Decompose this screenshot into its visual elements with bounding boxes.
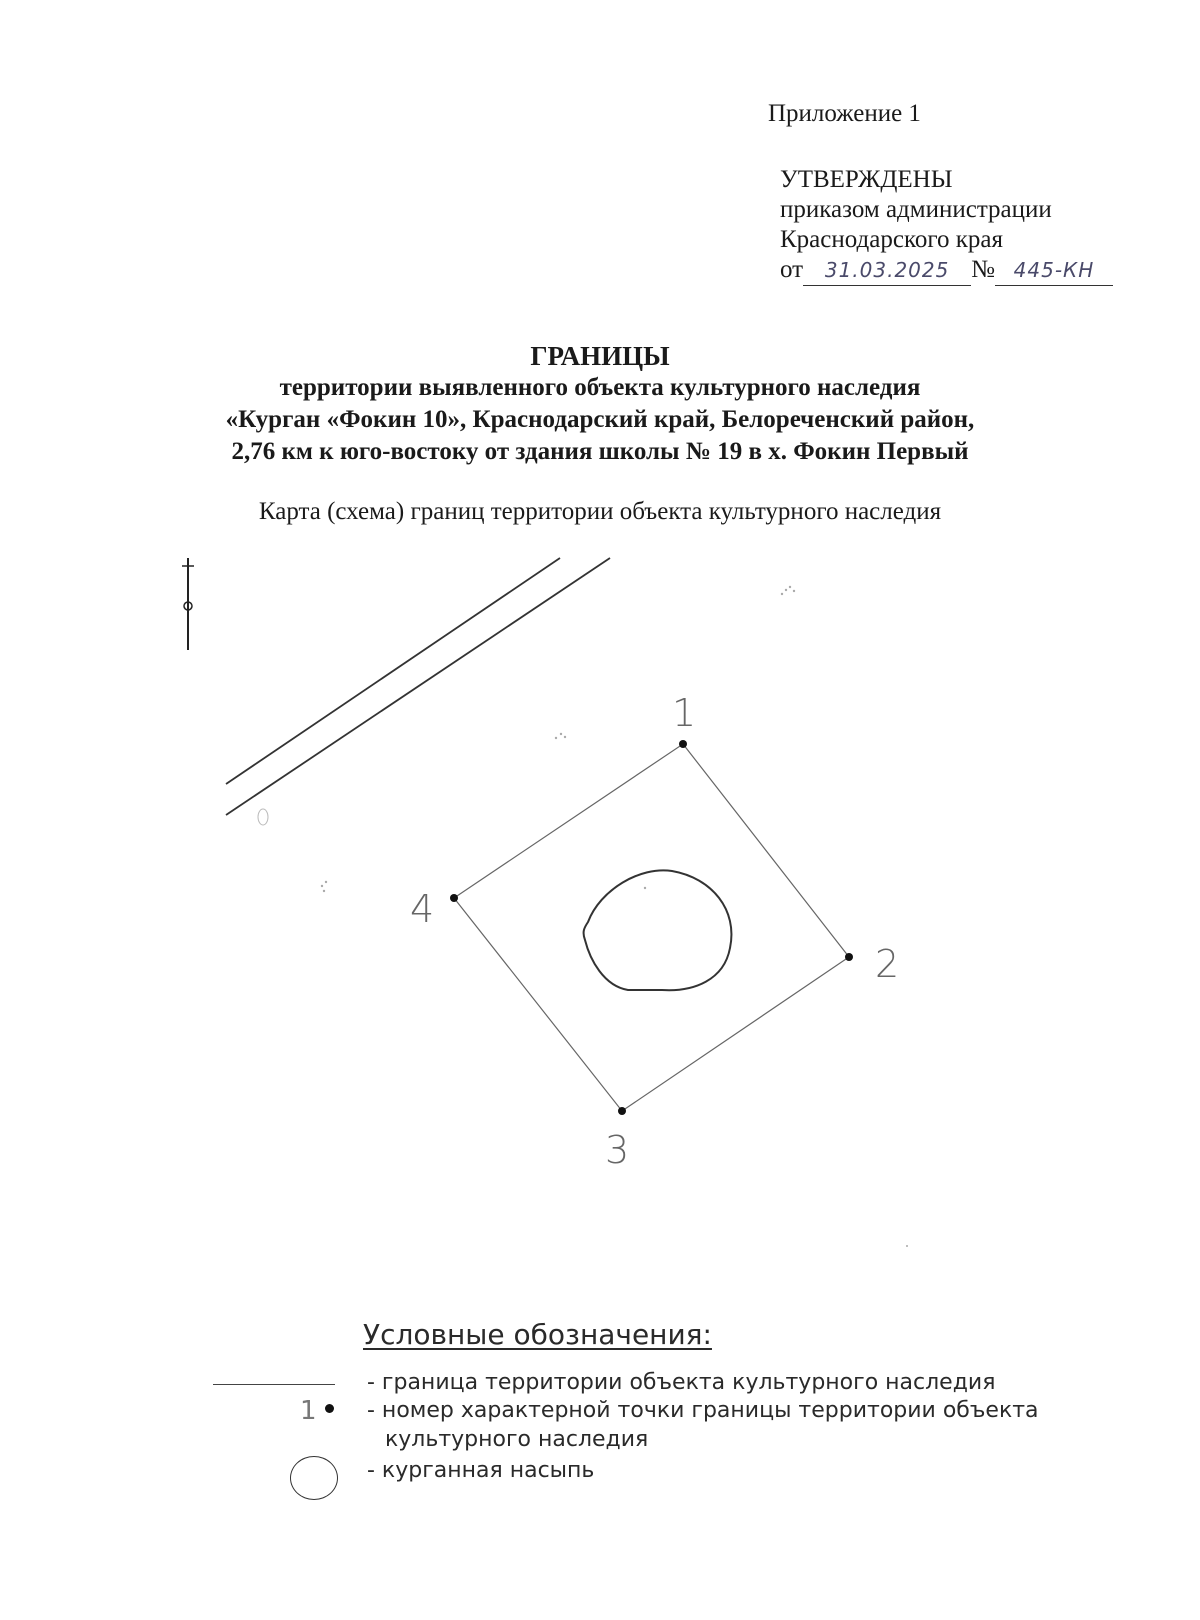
number-prefix: № <box>971 256 995 283</box>
north-arrow-icon <box>182 558 194 650</box>
svg-text:1: 1 <box>672 691 697 735</box>
legend-point-text-cont: культурного наследия <box>385 1427 649 1452</box>
legend-title: Условные обозначения: <box>363 1318 712 1351</box>
legend-point-text: - номер характерной точки границы территории объекта <box>367 1398 1039 1423</box>
road-line-lower <box>226 558 610 815</box>
boundary-point-2 <box>845 942 899 986</box>
order-line-2: Краснодарского края <box>780 226 1003 253</box>
svg-text:4: 4 <box>410 887 435 931</box>
approved-heading: УТВЕРЖДЕНЫ <box>780 166 953 193</box>
title-line-3: 2,76 км к юго-востоку от здания школы № 19 в х. Фокин Первый <box>231 438 969 465</box>
boundary-point-1 <box>672 691 696 748</box>
svg-text:3: 3 <box>605 1128 630 1172</box>
order-line-1: приказом администрации <box>780 196 1052 223</box>
legend-boundary-line-symbol <box>213 1384 335 1385</box>
boundary-point-4 <box>410 887 458 931</box>
svg-text:2: 2 <box>875 942 900 986</box>
handwritten-date: 31.03.2025 <box>803 255 971 286</box>
boundary-point-3 <box>605 1107 629 1172</box>
map-caption: Карта (схема) границ территории объекта культурного наследия <box>258 498 942 525</box>
handwritten-number: 445-КН <box>995 255 1113 286</box>
legend-mound-circle-icon <box>290 1456 338 1500</box>
legend-mound-text: - курганная насыпь <box>367 1458 595 1483</box>
territory-boundary <box>454 744 849 1111</box>
road-line-upper <box>226 558 560 784</box>
legend-point-number-symbol: 1 <box>300 1396 317 1426</box>
title-main: ГРАНИЦЫ <box>530 341 670 371</box>
appendix-label: Приложение 1 <box>768 100 921 127</box>
title-line-1: территории выявленного объекта культурного наследия <box>279 374 921 401</box>
road-label-mark <box>258 809 268 825</box>
legend-point-dot-icon <box>325 1404 334 1413</box>
title-line-2: «Курган «Фокин 10», Краснодарский край, Белореченский район, <box>225 406 975 433</box>
kurgan-mound <box>584 870 732 990</box>
legend-boundary-text: - граница территории объекта культурного наследия <box>367 1370 996 1395</box>
date-prefix: от <box>780 256 804 283</box>
